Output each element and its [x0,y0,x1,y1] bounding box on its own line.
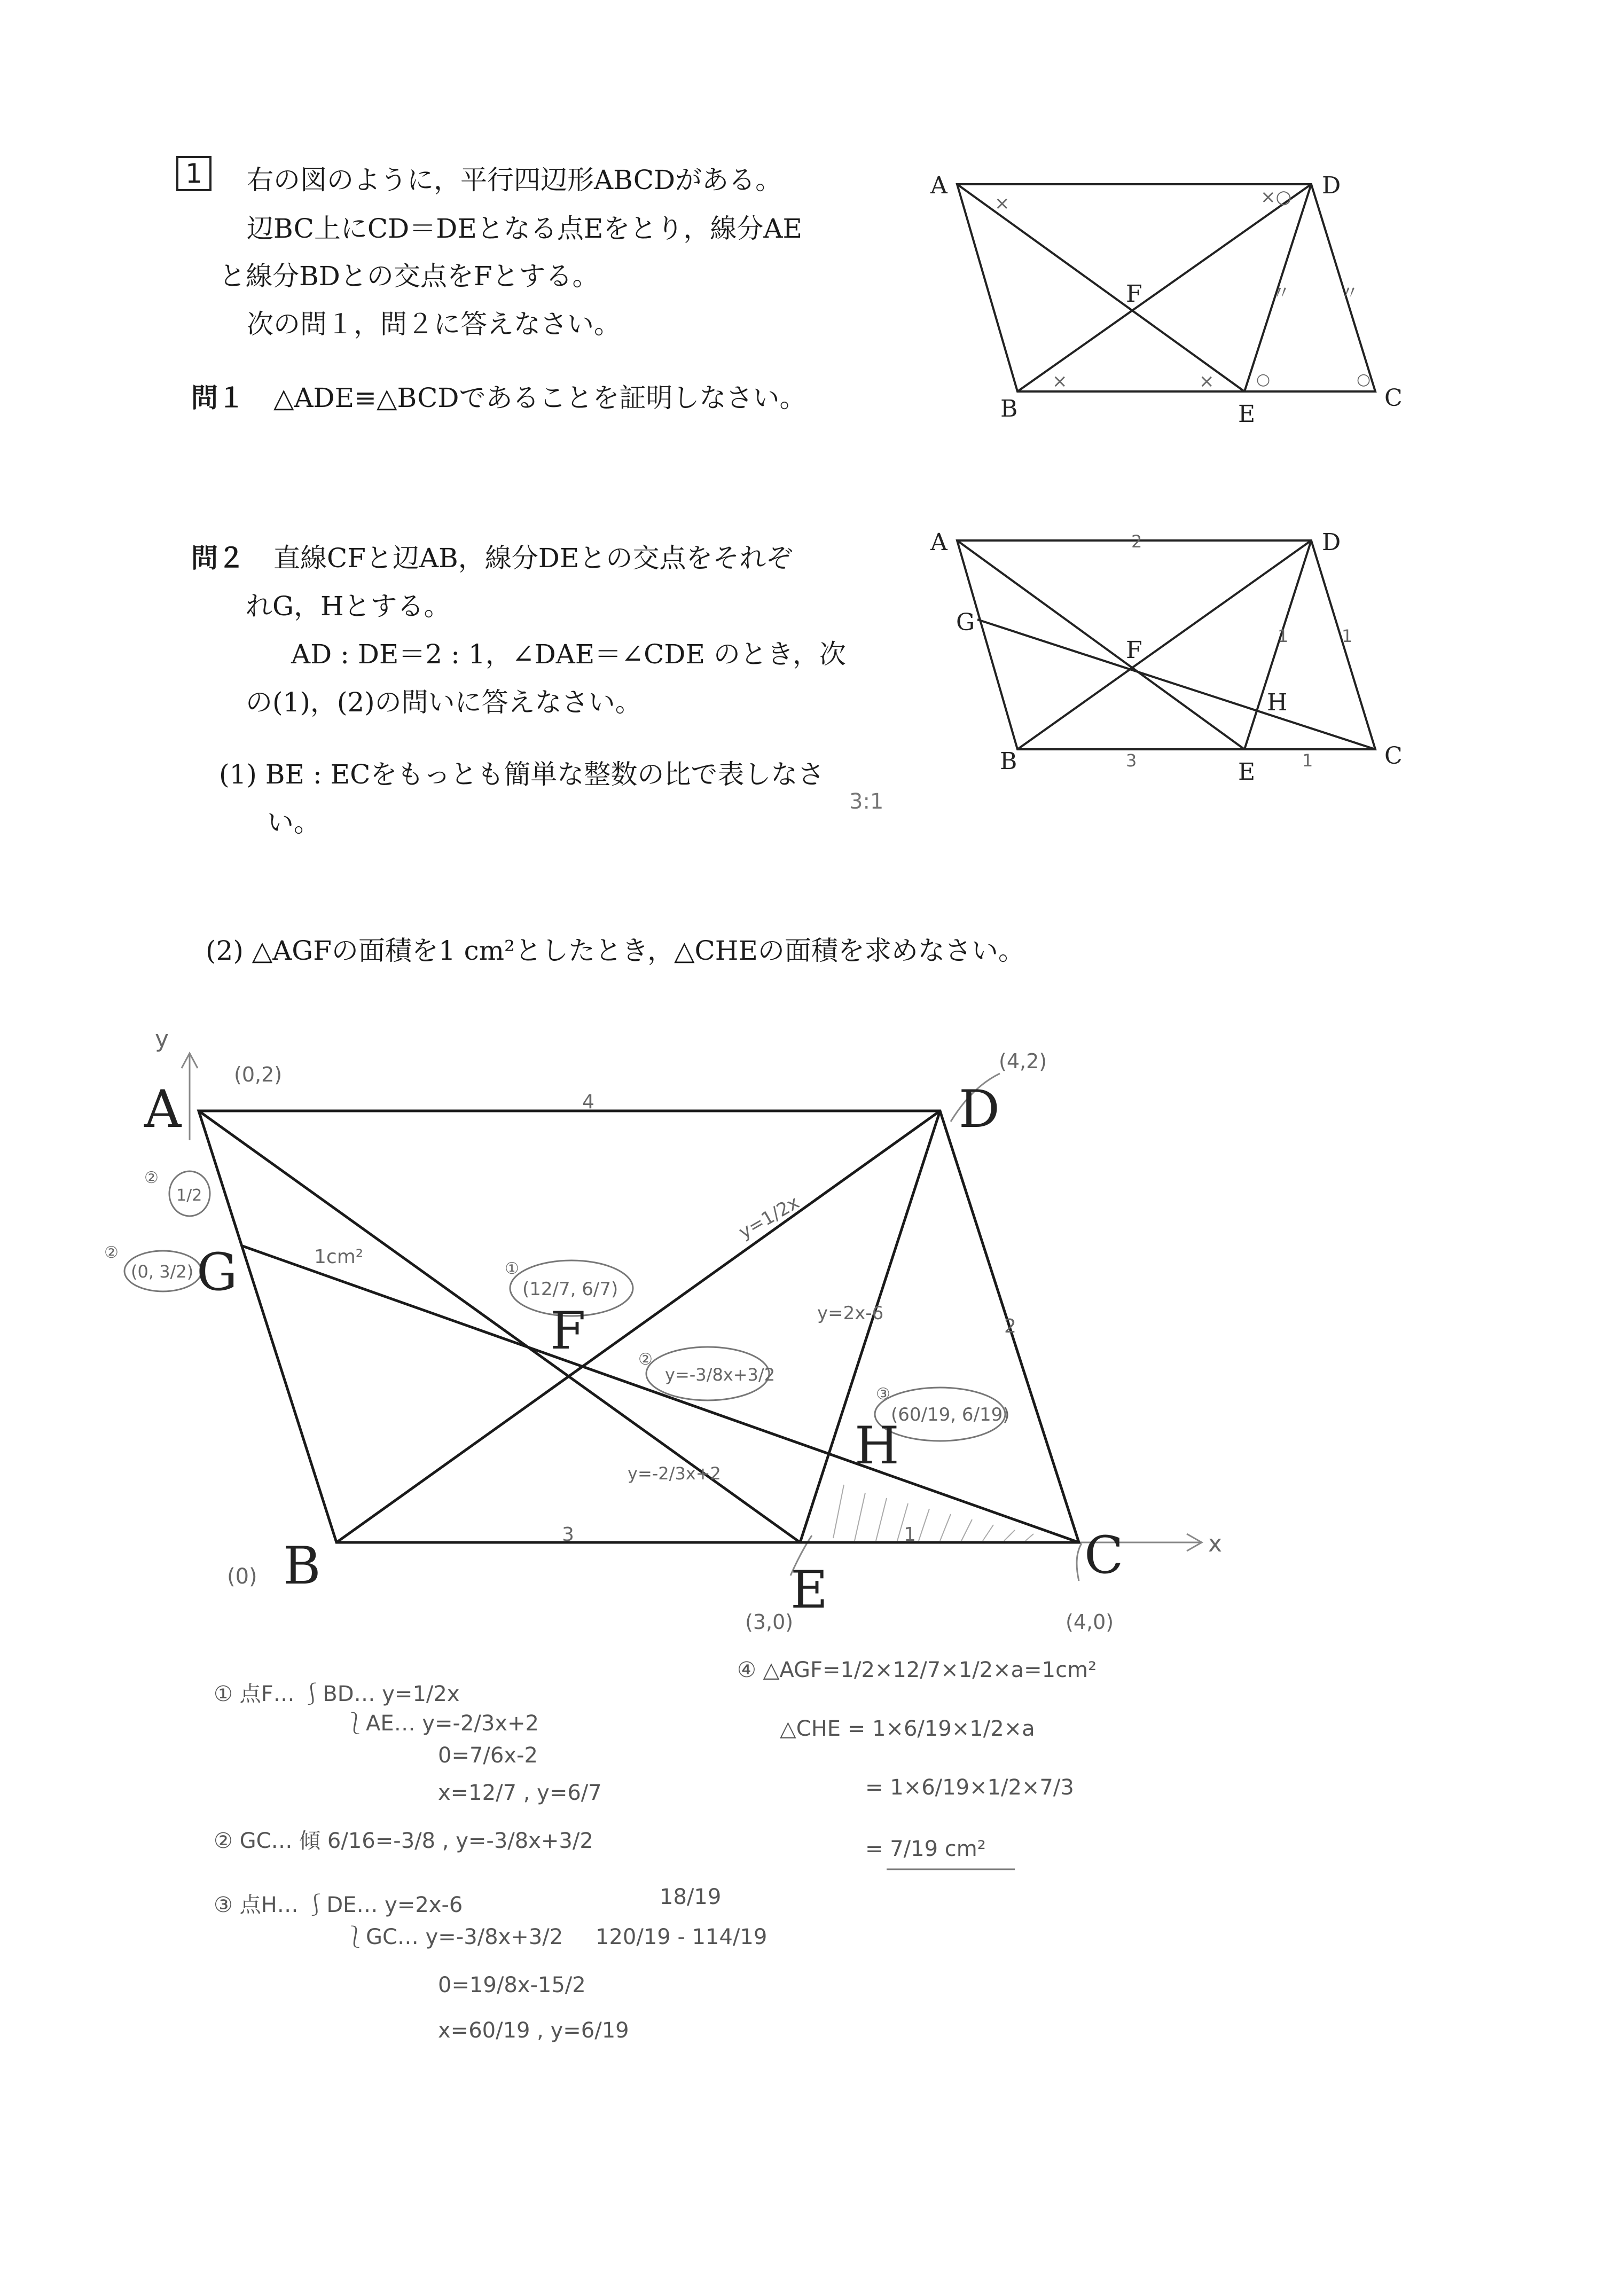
fig1-label-b: B [1000,395,1018,422]
fig2-mark-ad: 2 [1131,531,1142,552]
fig3-de-eq: y=2x-6 [817,1303,884,1324]
fig2-label-g: G [956,609,975,636]
fig1-mark-d: ×○ [1260,186,1292,208]
fig3-f-coord: (12/7, 6/7) [522,1279,618,1300]
figure-3-axes [182,1053,1202,1581]
figure-3-hatch [833,1485,1033,1541]
fig1-segment-ae [957,184,1244,391]
work-step2: ② GC… 傾 6/16=-3/8 , y=-3/8x+3/2 [214,1829,593,1853]
work-step3-side2: 120/19 - 114/19 [596,1925,768,1949]
sub2-text: (2) △AGFの面積を1 cm²としたとき，△CHEの面積を求めなさい。 [206,935,1025,966]
sub1-handwritten-answer: 3:1 [849,789,884,814]
intro-line-3: と線分BDとの交点をFとする。 [219,261,599,292]
fig1-segment-bd [1017,184,1311,391]
work-step3-line3: 0=19/8x-15/2 [438,1973,586,1997]
fig3-c-arc [1077,1543,1082,1581]
work-step1-line1: ① 点F… ⎰BD… y=1/2x [214,1682,460,1706]
fig3-bd-eq: y=1/2x [735,1192,803,1243]
fig2-segment-ae [957,540,1244,749]
q1-text: △ADE≡△BCDであることを証明しなさい。 [273,382,806,413]
fig3-gc-num: ② [638,1350,653,1369]
fig1-label-a: A [930,172,947,199]
work-step3-line1: ③ 点H… ⎰DE… y=2x-6 [214,1893,463,1917]
fig1-label-f: F [1126,280,1142,308]
fig1-mark-a: × [994,193,1010,214]
work-step4-line3: = 1×6/19×1/2×7/3 [865,1775,1074,1800]
fig3-f-num: ① [505,1259,519,1278]
problem-number: 1 [176,156,212,191]
fig3-g-num: ② [104,1243,119,1262]
figure-3-labels [144,1025,1222,1620]
fig3-c-coord: (4,0) [1066,1610,1114,1634]
work-step4-line1: ④ △AGF=1/2×12/7×1/2×a=1cm² [737,1658,1097,1682]
fig3-be-len: 3 [562,1524,574,1546]
fig3-a-coord: (0,2) [234,1063,283,1086]
fig3-label-a: A [144,1079,182,1139]
figure-1 [957,184,1375,391]
fig3-axis-x: x [1208,1530,1223,1557]
fig2-segment-bd [1017,540,1311,749]
fig3-g-coord: (0, 3/2) [131,1261,194,1282]
fig3-ag-ratio: 1/2 [176,1186,202,1205]
fig3-gc-eq: y=-3/8x+3/2 [665,1365,776,1385]
fig3-ae-eq: y=-2/3x+2 [628,1463,721,1484]
fig3-h-num: ③ [876,1385,890,1404]
fig2-label-f: F [1126,637,1142,664]
fig1-mark-e: × [1199,371,1215,392]
fig1-mark-de: 〃 [1272,283,1290,304]
intro-line-4: 次の問１，問２に答えなさい。 [247,309,621,340]
fig2-parallelogram [957,540,1375,749]
fig1-label-d: D [1322,172,1341,199]
fig1-mark-dc: 〃 [1341,283,1359,304]
sub1-line-2: い。 [267,807,320,838]
fig3-d-coord: (4,2) [999,1049,1047,1073]
fig2-label-c: C [1384,742,1403,770]
fig3-dc-len: 2 [1004,1315,1016,1337]
fig3-label-g: G [197,1242,238,1302]
fig3-segment-de [800,1111,940,1542]
work-step1-line2: ⎱AE… y=-2/3x+2 [344,1711,539,1736]
fig1-mark-b: × [1052,371,1068,392]
work-step3-line2: ⎱GC… y=-3/8x+3/2 [344,1925,563,1949]
q2-line-4: の(1)，(2)の問いに答えなさい。 [246,687,642,718]
work-step1-line3: 0=7/6x-2 [438,1743,538,1768]
q2-line-1: 直線CFと辺AB，線分DEとの交点をそれぞ [273,543,793,574]
work-step3-side1: 18/19 [660,1885,722,1909]
fig3-ad-len: 4 [582,1091,594,1113]
fig3-e-coord: (3,0) [745,1610,794,1634]
fig1-label-e: E [1238,401,1256,428]
fig2-label-b: B [1000,748,1017,775]
work-step4-line2: △CHE = 1×6/19×1/2×a [780,1717,1035,1741]
figure-1-labels [930,172,1403,428]
fig3-label-h: H [855,1416,899,1476]
fig3-agf-area: 1cm² [314,1246,364,1268]
fig2-label-d: D [1322,529,1341,556]
fig3-axis-y: y [155,1025,169,1053]
fig3-label-c: C [1084,1525,1124,1585]
fig1-mark-ec: ○ [1256,370,1271,389]
intro-line-2: 辺BC上にCD＝DEとなる点Eをとり，線分AE [247,213,802,244]
q2-line-3: AD : DE＝2 : 1，∠DAE＝∠CDE のとき，次 [291,639,846,670]
handwritten-work [214,1658,1097,2043]
fig3-label-f: F [550,1301,586,1361]
fig2-label-e: E [1238,758,1256,786]
fig2-mark-df: 1 [1278,626,1289,646]
fig2-line-gc [977,620,1375,749]
fig3-line-gc [242,1246,1079,1542]
fig3-label-e: E [790,1560,828,1620]
fig2-mark-ec: 1 [1302,750,1313,771]
fig2-mark-dc: 1 [1342,626,1353,646]
work-step3-line4: x=60/19 , y=6/19 [438,2018,629,2043]
fig3-b-coord: (0) [227,1564,257,1589]
fig1-mark-cc: ○ [1357,370,1371,389]
intro-line-1: 右の図のように，平行四辺形ABCDがある。 [247,164,782,195]
fig2-mark-be: 3 [1126,750,1137,771]
fig3-label-d: D [959,1079,1000,1139]
figure-2 [957,540,1375,749]
work-step4-line4: = 7/19 cm² [865,1837,986,1861]
work-step1-line4: x=12/7 , y=6/7 [438,1781,602,1805]
fig3-label-b: B [283,1536,321,1596]
fig3-h-coord: (60/19, 6/19) [891,1404,1010,1425]
figure-2-labels [930,529,1403,786]
fig1-label-c: C [1384,385,1403,412]
fig3-ag-num: ② [144,1169,159,1187]
fig2-label-h: H [1267,689,1288,716]
sub1-line-1: (1) BE : ECをもっとも簡単な整数の比で表しなさ [219,759,825,790]
q2-label: 問２ [191,542,245,574]
fig2-label-a: A [930,529,947,556]
q2-line-2: れG，Hとする。 [246,591,451,622]
fig3-ec-len: 1 [904,1524,916,1546]
q1-label: 問１ [191,382,245,413]
fig1-parallelogram [957,184,1375,391]
